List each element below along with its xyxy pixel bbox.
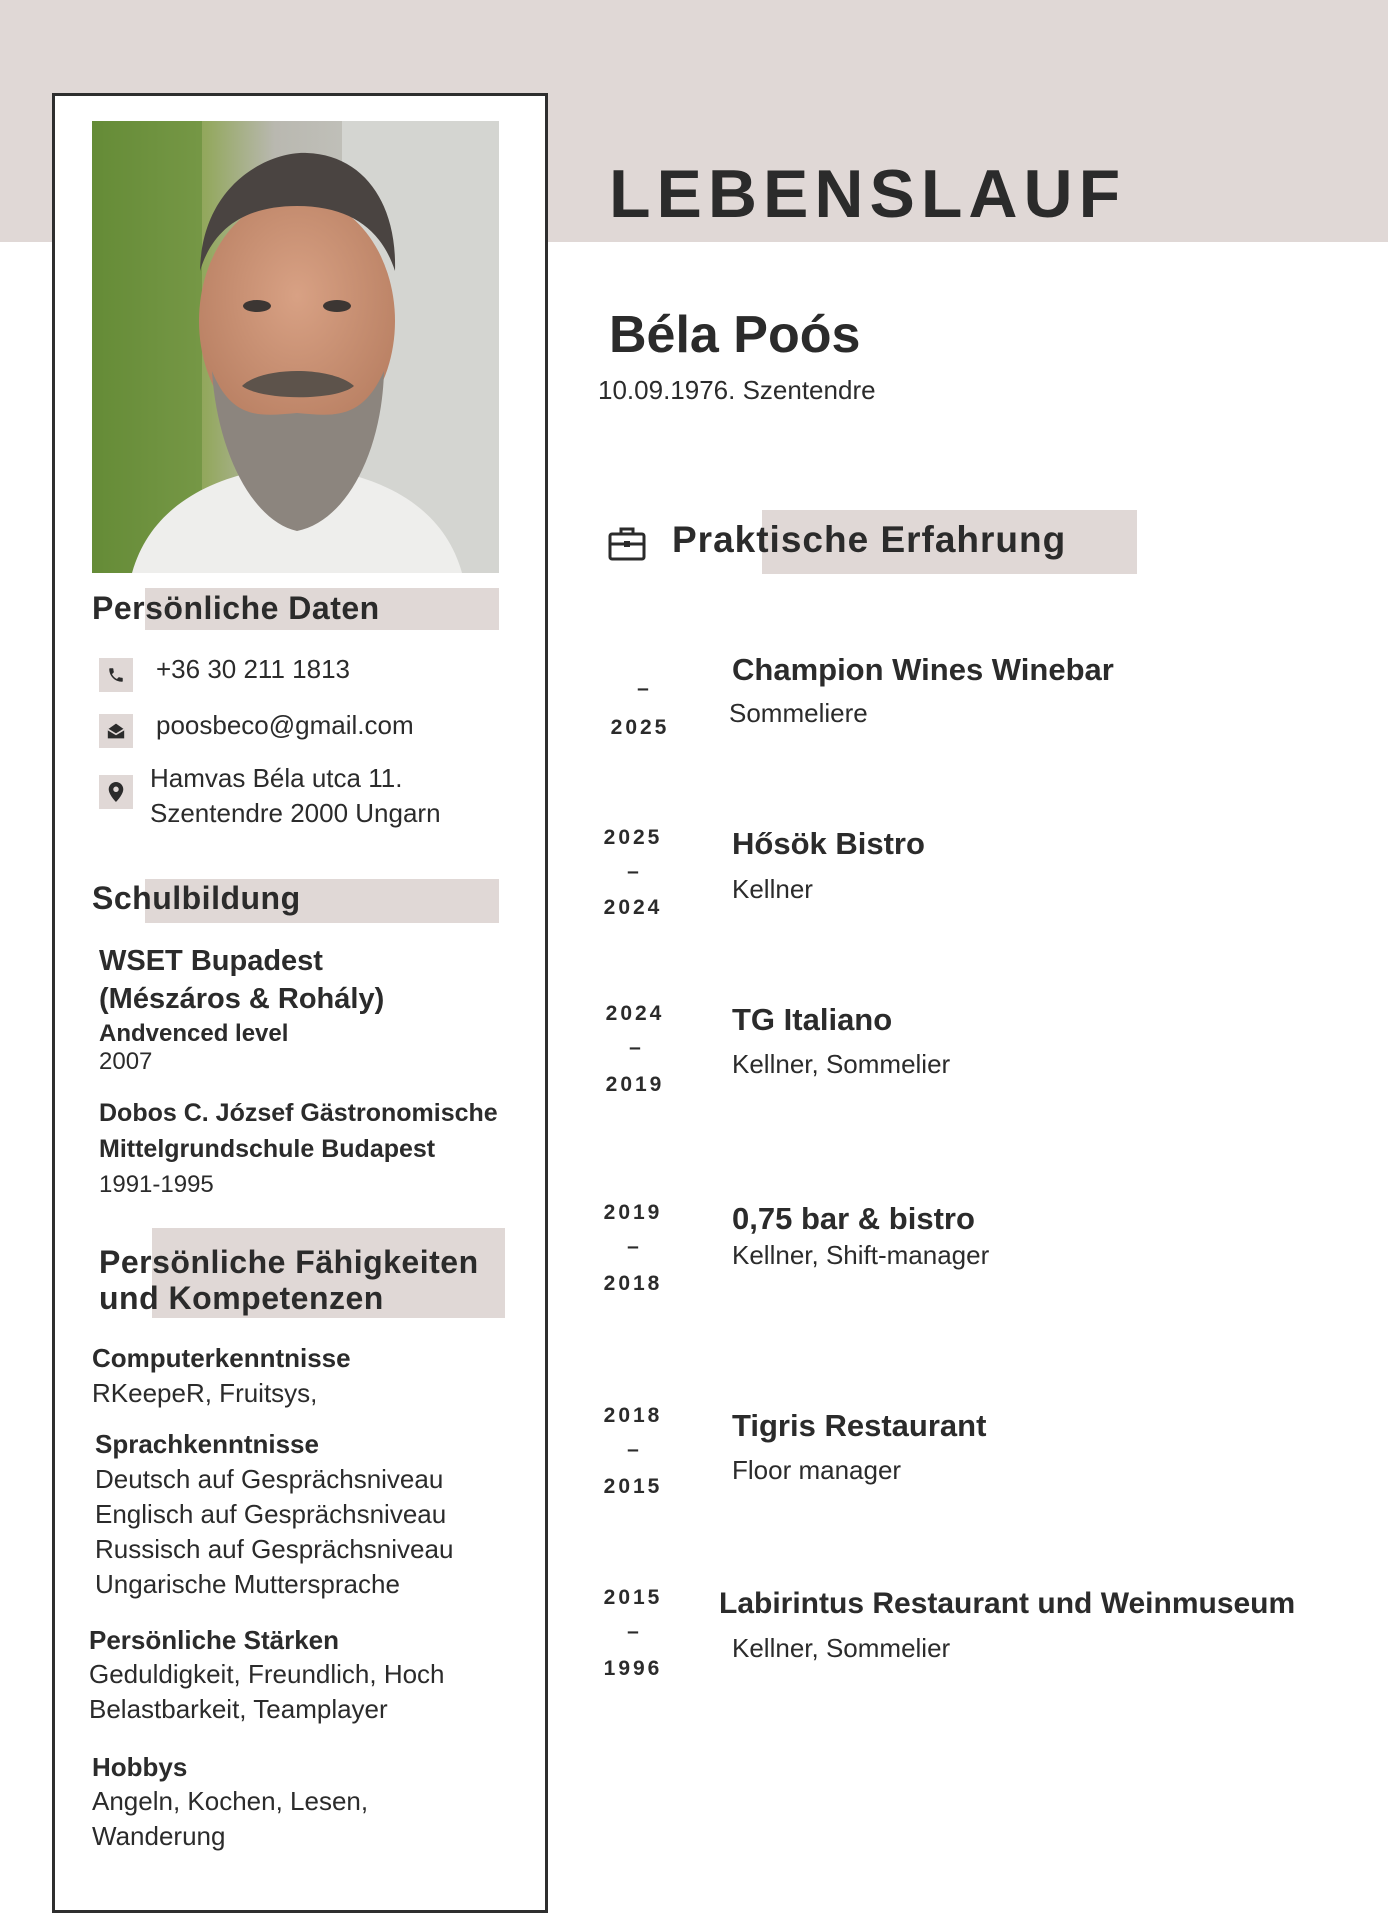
job-start-year: 2018 xyxy=(603,1404,663,1427)
hobbies-line: Wanderung xyxy=(92,1821,226,1851)
job-end-year: 2019 xyxy=(605,1073,665,1096)
skills-title-line1: Persönliche Fähigkeiten xyxy=(99,1244,479,1280)
job-company: Champion Wines Winebar xyxy=(732,652,1114,687)
education-school-line2: Mittelgrundschule Budapest xyxy=(99,1135,436,1163)
job-company: 0,75 bar & bistro xyxy=(732,1201,975,1236)
location-pin-icon xyxy=(99,775,133,809)
strengths-line: Belastbarkeit, Teamplayer xyxy=(89,1694,388,1724)
language-skills-title: Sprachkenntnisse xyxy=(95,1429,319,1459)
strengths-title: Persönliche Stärken xyxy=(89,1625,339,1655)
skills-title-line2: und Kompetenzen xyxy=(99,1280,384,1316)
education-title: Schulbildung xyxy=(92,880,301,916)
job-company: TG Italiano xyxy=(732,1002,893,1037)
education-level: Andvenced level xyxy=(99,1020,289,1047)
experience-title: Praktische Erfahrung xyxy=(672,519,1067,560)
birth-info: 10.09.1976. Szentendre xyxy=(598,375,876,405)
job-role: Kellner, Shift-manager xyxy=(732,1240,990,1270)
address-line-1: Hamvas Béla utca 11. xyxy=(150,763,403,793)
date-separator: – xyxy=(627,1620,639,1643)
phone-number: +36 30 211 1813 xyxy=(156,654,350,684)
strengths-text xyxy=(89,1657,445,1727)
job-start-year: 2025 xyxy=(603,826,663,849)
computer-skills-title: Computerkenntnisse xyxy=(92,1343,351,1373)
date-separator: – xyxy=(627,1438,639,1461)
job-end-year: 2025 xyxy=(610,716,670,739)
address-line-2: Szentendre 2000 Ungarn xyxy=(150,798,441,828)
language-item: Englisch auf Gesprächsniveau xyxy=(95,1499,447,1529)
job-company: Labirintus Restaurant und Weinmuseum xyxy=(719,1587,1296,1620)
mail-icon xyxy=(99,714,133,748)
briefcase-icon xyxy=(608,525,646,566)
date-separator: – xyxy=(627,860,639,883)
education-item xyxy=(99,942,384,1018)
phone-icon xyxy=(99,658,133,692)
computer-skills-text: RKeepeR, Fruitsys, xyxy=(92,1378,318,1408)
email-address: poosbeco@gmail.com xyxy=(156,710,414,740)
hobbies-line: Angeln, Kochen, Lesen, xyxy=(92,1786,369,1816)
job-role: Floor manager xyxy=(732,1455,902,1485)
job-end-year: 1996 xyxy=(603,1657,663,1680)
job-role: Kellner, Sommelier xyxy=(732,1049,951,1079)
job-start-year: 2024 xyxy=(605,1002,665,1025)
hobbies-title: Hobbys xyxy=(92,1752,188,1782)
job-start-year: 2015 xyxy=(603,1586,663,1609)
job-role: Kellner, Sommelier xyxy=(732,1633,951,1663)
personal-data-title: Persönliche Daten xyxy=(92,590,380,626)
person-name: Béla Poós xyxy=(609,306,861,364)
education-school-line2: (Mészáros & Rohály) xyxy=(99,983,385,1015)
job-role: Sommeliere xyxy=(729,698,868,728)
job-end-year: 2018 xyxy=(603,1272,663,1295)
language-item: Russisch auf Gesprächsniveau xyxy=(95,1534,454,1564)
job-end-year: 2015 xyxy=(603,1475,663,1498)
education-school-line1: Dobos C. József Gästronomische xyxy=(99,1099,498,1127)
date-separator: – xyxy=(629,1036,641,1059)
language-list xyxy=(95,1462,453,1602)
job-company: Tigris Restaurant xyxy=(732,1408,987,1443)
language-item: Deutsch auf Gesprächsniveau xyxy=(95,1464,444,1494)
strengths-line: Geduldigkeit, Freundlich, Hoch xyxy=(89,1659,445,1689)
job-role: Kellner xyxy=(732,874,813,904)
education-year: 1991-1995 xyxy=(99,1171,214,1198)
job-start-year: 2019 xyxy=(603,1201,663,1224)
language-item: Ungarische Muttersprache xyxy=(95,1569,400,1599)
education-year: 2007 xyxy=(99,1048,153,1075)
profile-photo xyxy=(92,121,499,573)
education-school-line1: WSET Bupadest xyxy=(99,945,323,977)
page-title: LEBENSLAUF xyxy=(609,156,1127,232)
hobbies-text xyxy=(92,1784,368,1854)
job-end-year: 2024 xyxy=(603,896,663,919)
date-separator: – xyxy=(637,677,649,700)
education-item xyxy=(99,1095,498,1167)
job-company: Hősök Bistro xyxy=(732,826,925,861)
date-separator: – xyxy=(627,1235,639,1258)
